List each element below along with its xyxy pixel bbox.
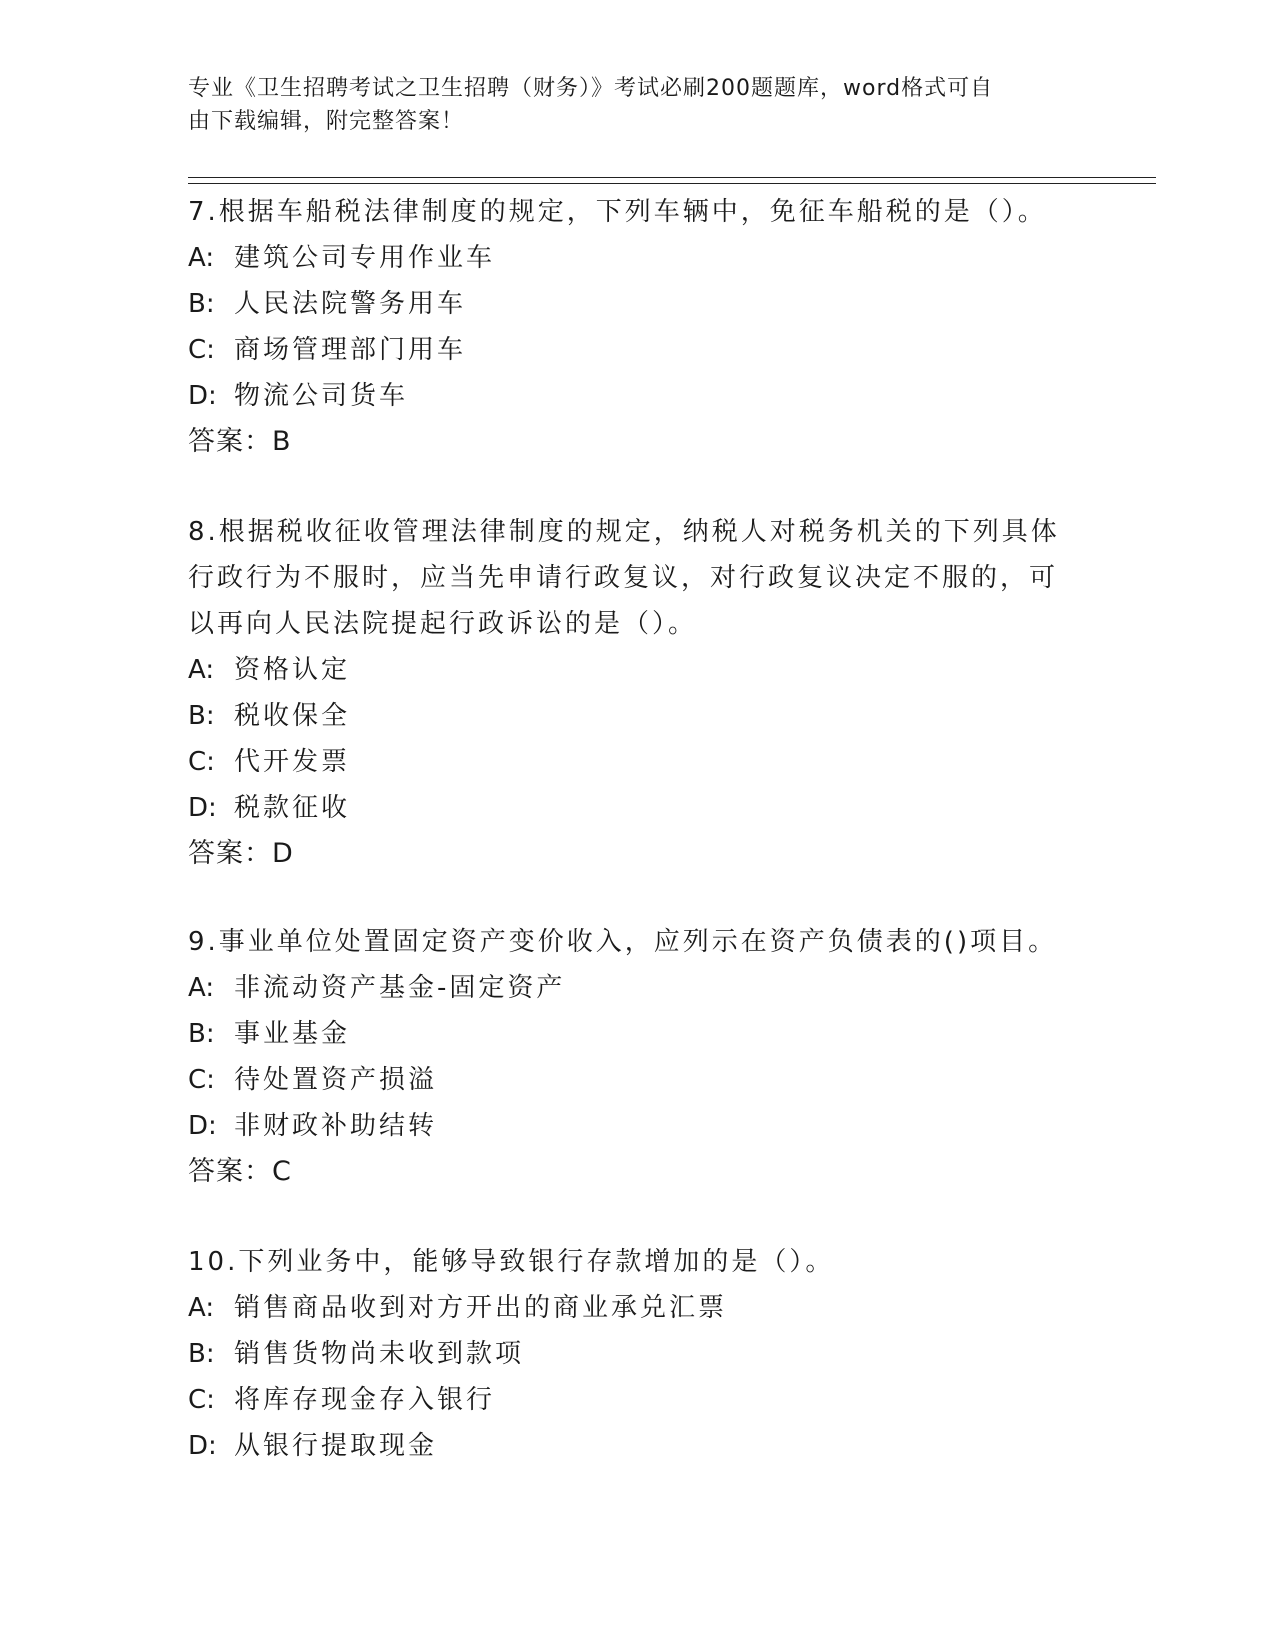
option-c <box>188 1377 1088 1423</box>
option-letter: D: <box>188 1431 217 1461</box>
option-letter: D: <box>188 793 217 823</box>
header-line-2: 由下载编辑，附完整答案！ <box>188 109 465 134</box>
option-c <box>188 1057 1088 1103</box>
header-line-1: 专业《卫生招聘考试之卫生招聘（财务）》考试必刷200题题库，word格式可自 <box>188 76 994 101</box>
option-letter: D: <box>188 1111 217 1141</box>
option-d <box>188 785 1088 831</box>
option-a <box>188 647 1088 693</box>
answer-label: 答案： <box>188 1156 272 1187</box>
option-text: 税款征收 <box>234 793 351 823</box>
answer-value: B <box>272 426 292 457</box>
option-letter: C: <box>188 747 215 777</box>
header-divider-top <box>188 177 1156 178</box>
question-stem: 10.下列业务中，能够导致银行存款增加的是（）。 <box>188 1247 835 1277</box>
answer-line <box>188 1149 1088 1195</box>
option-letter: B: <box>188 701 215 731</box>
option-c <box>188 739 1088 785</box>
option-b <box>188 693 1088 739</box>
option-letter: A: <box>188 1293 215 1323</box>
option-letter: D: <box>188 381 217 411</box>
option-text: 商场管理部门用车 <box>234 335 467 365</box>
question-9 <box>188 919 1088 1195</box>
option-letter: A: <box>188 973 215 1003</box>
document-header <box>188 72 1068 138</box>
option-letter: A: <box>188 243 215 273</box>
question-stem: 7.根据车船税法律制度的规定，下列车辆中，免征车船税的是（）。 <box>188 197 1047 227</box>
option-letter: B: <box>188 1339 215 1369</box>
option-b <box>188 1331 1088 1377</box>
question-8 <box>188 509 1088 877</box>
question-stem: 9.事业单位处置固定资产变价收入，应列示在资产负债表的()项目。 <box>188 927 1058 957</box>
answer-value: D <box>272 838 294 869</box>
option-text: 税收保全 <box>234 701 351 731</box>
option-a <box>188 1285 1088 1331</box>
option-d <box>188 1423 1088 1469</box>
answer-value: C <box>272 1156 292 1187</box>
option-letter: B: <box>188 1019 215 1049</box>
question-stem-line-3: 以再向人民法院提起行政诉讼的是（）。 <box>188 609 698 639</box>
header-divider-bottom <box>188 183 1156 184</box>
option-text: 资格认定 <box>234 655 351 685</box>
question-stem-line-1: 8.根据税收征收管理法律制度的规定，纳税人对税务机关的下列具体 <box>188 517 1060 547</box>
option-text: 待处置资产损溢 <box>234 1065 438 1095</box>
answer-label: 答案： <box>188 426 272 457</box>
question-10 <box>188 1239 1088 1469</box>
option-b <box>188 1011 1088 1057</box>
answer-line <box>188 419 1088 465</box>
option-letter: A: <box>188 655 215 685</box>
option-text: 建筑公司专用作业车 <box>234 243 496 273</box>
question-stem-line-2: 行政行为不服时，应当先申请行政复议，对行政复议决定不服的，可 <box>188 563 1059 593</box>
option-d <box>188 1103 1088 1149</box>
option-a <box>188 965 1088 1011</box>
option-d <box>188 373 1088 419</box>
option-letter: C: <box>188 335 215 365</box>
option-text: 物流公司货车 <box>234 381 409 411</box>
option-text: 非流动资产基金-固定资产 <box>234 973 566 1003</box>
option-c <box>188 327 1088 373</box>
option-a <box>188 235 1088 281</box>
option-text: 从银行提取现金 <box>234 1431 438 1461</box>
option-text: 销售货物尚未收到款项 <box>234 1339 525 1369</box>
option-text: 销售商品收到对方开出的商业承兑汇票 <box>234 1293 728 1323</box>
option-text: 非财政补助结转 <box>234 1111 438 1141</box>
option-text: 人民法院警务用车 <box>234 289 467 319</box>
answer-line <box>188 831 1088 877</box>
option-text: 将库存现金存入银行 <box>234 1385 496 1415</box>
option-b <box>188 281 1088 327</box>
question-7 <box>188 189 1088 465</box>
option-letter: B: <box>188 289 215 319</box>
option-text: 代开发票 <box>234 747 351 777</box>
option-text: 事业基金 <box>234 1019 351 1049</box>
option-letter: C: <box>188 1385 215 1415</box>
answer-label: 答案： <box>188 838 272 869</box>
option-letter: C: <box>188 1065 215 1095</box>
